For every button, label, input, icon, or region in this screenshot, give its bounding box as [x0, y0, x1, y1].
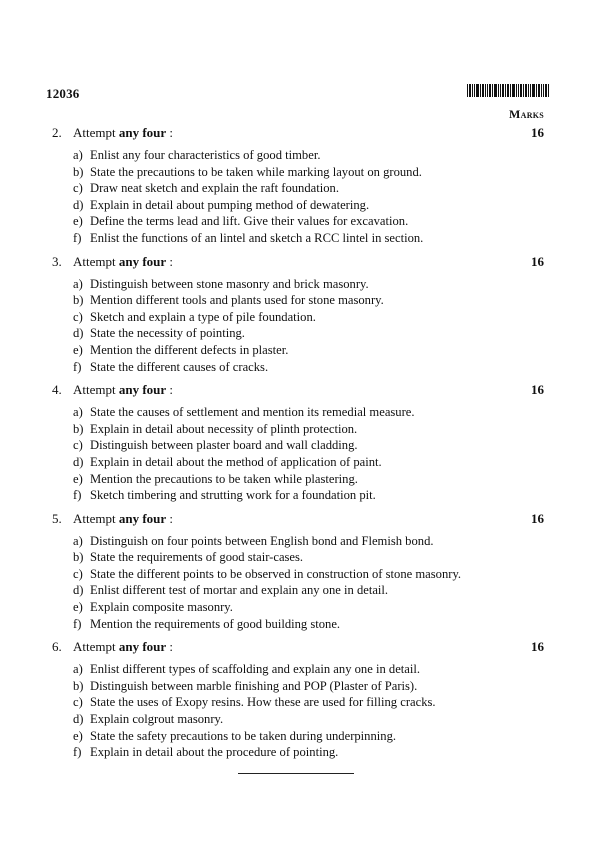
- question-6: [0, 639, 595, 761]
- question-header: [0, 125, 595, 143]
- sub-question: d) Explain colgrout masonry.: [73, 712, 224, 727]
- sub-question: e) Explain composite masonry.: [73, 600, 233, 615]
- sub-question: e) Mention the different defects in plaster.: [73, 342, 289, 357]
- question-instruction: Attempt any four :: [73, 510, 174, 526]
- sub-question: d) Explain in detail about pumping method of dewatering.: [73, 197, 370, 212]
- sub-question: b) Mention different tools and plants used for stone masonry.: [73, 293, 384, 308]
- sub-question: b) Distinguish between marble finishing and POP (Plaster of Paris).: [73, 678, 418, 693]
- sub-question: f) Enlist the functions of an lintel and sketch a RCC lintel in section.: [73, 230, 424, 245]
- paper-code: 12036: [46, 86, 80, 101]
- sub-question-list: [0, 661, 595, 761]
- sub-question: f) Explain in detail about the procedure of pointing.: [73, 745, 339, 760]
- sub-question: f) Sketch timbering and strutting work for a foundation pit.: [73, 488, 376, 503]
- sub-question: a) Enlist different types of scaffolding and explain any one in detail.: [73, 662, 421, 677]
- sub-question-list: [0, 533, 595, 633]
- sub-question: d) Explain in detail about the method of application of paint.: [73, 454, 382, 469]
- sub-question: c) State the different points to be observed in construction of stone masonry.: [73, 566, 462, 581]
- question-marks: 16: [531, 253, 544, 269]
- question-2: [0, 125, 595, 247]
- barcode-icon: [467, 84, 549, 97]
- sub-question: b) State the precautions to be taken while marking layout on ground.: [73, 164, 422, 179]
- question-header: [0, 639, 595, 657]
- sub-question: a) Distinguish between stone masonry and brick masonry.: [73, 276, 369, 291]
- question-header: [0, 254, 595, 272]
- sub-question: f) Mention the requirements of good building stone.: [73, 616, 341, 631]
- sub-question: c) Distinguish between plaster board and wall cladding.: [73, 438, 358, 453]
- sub-question: a) State the causes of settlement and mention its remedial measure.: [73, 405, 415, 420]
- question-number: 4.: [52, 382, 62, 398]
- question-instruction: Attempt any four :: [73, 253, 174, 269]
- question-number: 3.: [52, 253, 62, 269]
- question-number: 5.: [52, 510, 62, 526]
- question-number: 6.: [52, 639, 62, 655]
- sub-question: e) Define the terms lead and lift. Give their values for excavation.: [73, 214, 409, 229]
- question-5: [0, 511, 595, 633]
- sub-question: d) Enlist different test of mortar and explain any one in detail.: [73, 583, 389, 598]
- question-3: [0, 254, 595, 376]
- question-instruction: Attempt any four :: [73, 125, 174, 140]
- sub-question: a) Enlist any four characteristics of good timber.: [73, 148, 321, 162]
- question-marks: 16: [531, 382, 544, 398]
- question-instruction: Attempt any four :: [73, 639, 174, 655]
- end-of-paper-rule: [238, 773, 354, 774]
- question-header: [0, 511, 595, 529]
- sub-question: c) State the uses of Exopy resins. How these are used for filling cracks.: [73, 695, 436, 710]
- question-marks: 16: [531, 510, 544, 526]
- question-list: [0, 125, 595, 768]
- sub-question: e) State the safety precautions to be taken during underpinning.: [73, 728, 397, 743]
- sub-question: a) Distinguish on four points between English bond and Flemish bond.: [73, 533, 434, 548]
- question-marks: 16: [531, 125, 544, 140]
- question-header: [0, 382, 595, 400]
- question-number: 2.: [52, 125, 62, 140]
- sub-question-list: [0, 404, 595, 504]
- sub-question: e) Mention the precautions to be taken while plastering.: [73, 471, 358, 486]
- question-4: [0, 382, 595, 504]
- question-marks: 16: [531, 639, 544, 655]
- sub-question: b) Explain in detail about necessity of plinth protection.: [73, 421, 358, 436]
- marks-heading: Marks: [509, 107, 545, 121]
- sub-question: b) State the requirements of good stair-cases.: [73, 550, 304, 565]
- sub-question: f) State the different causes of cracks.: [73, 359, 269, 374]
- question-instruction: Attempt any four :: [73, 382, 174, 398]
- sub-question: c) Draw neat sketch and explain the raft foundation.: [73, 181, 339, 196]
- sub-question: c) Sketch and explain a type of pile foundation.: [73, 309, 316, 324]
- sub-question-list: [0, 276, 595, 376]
- sub-question: d) State the necessity of pointing.: [73, 326, 245, 341]
- sub-question-list: [0, 147, 595, 247]
